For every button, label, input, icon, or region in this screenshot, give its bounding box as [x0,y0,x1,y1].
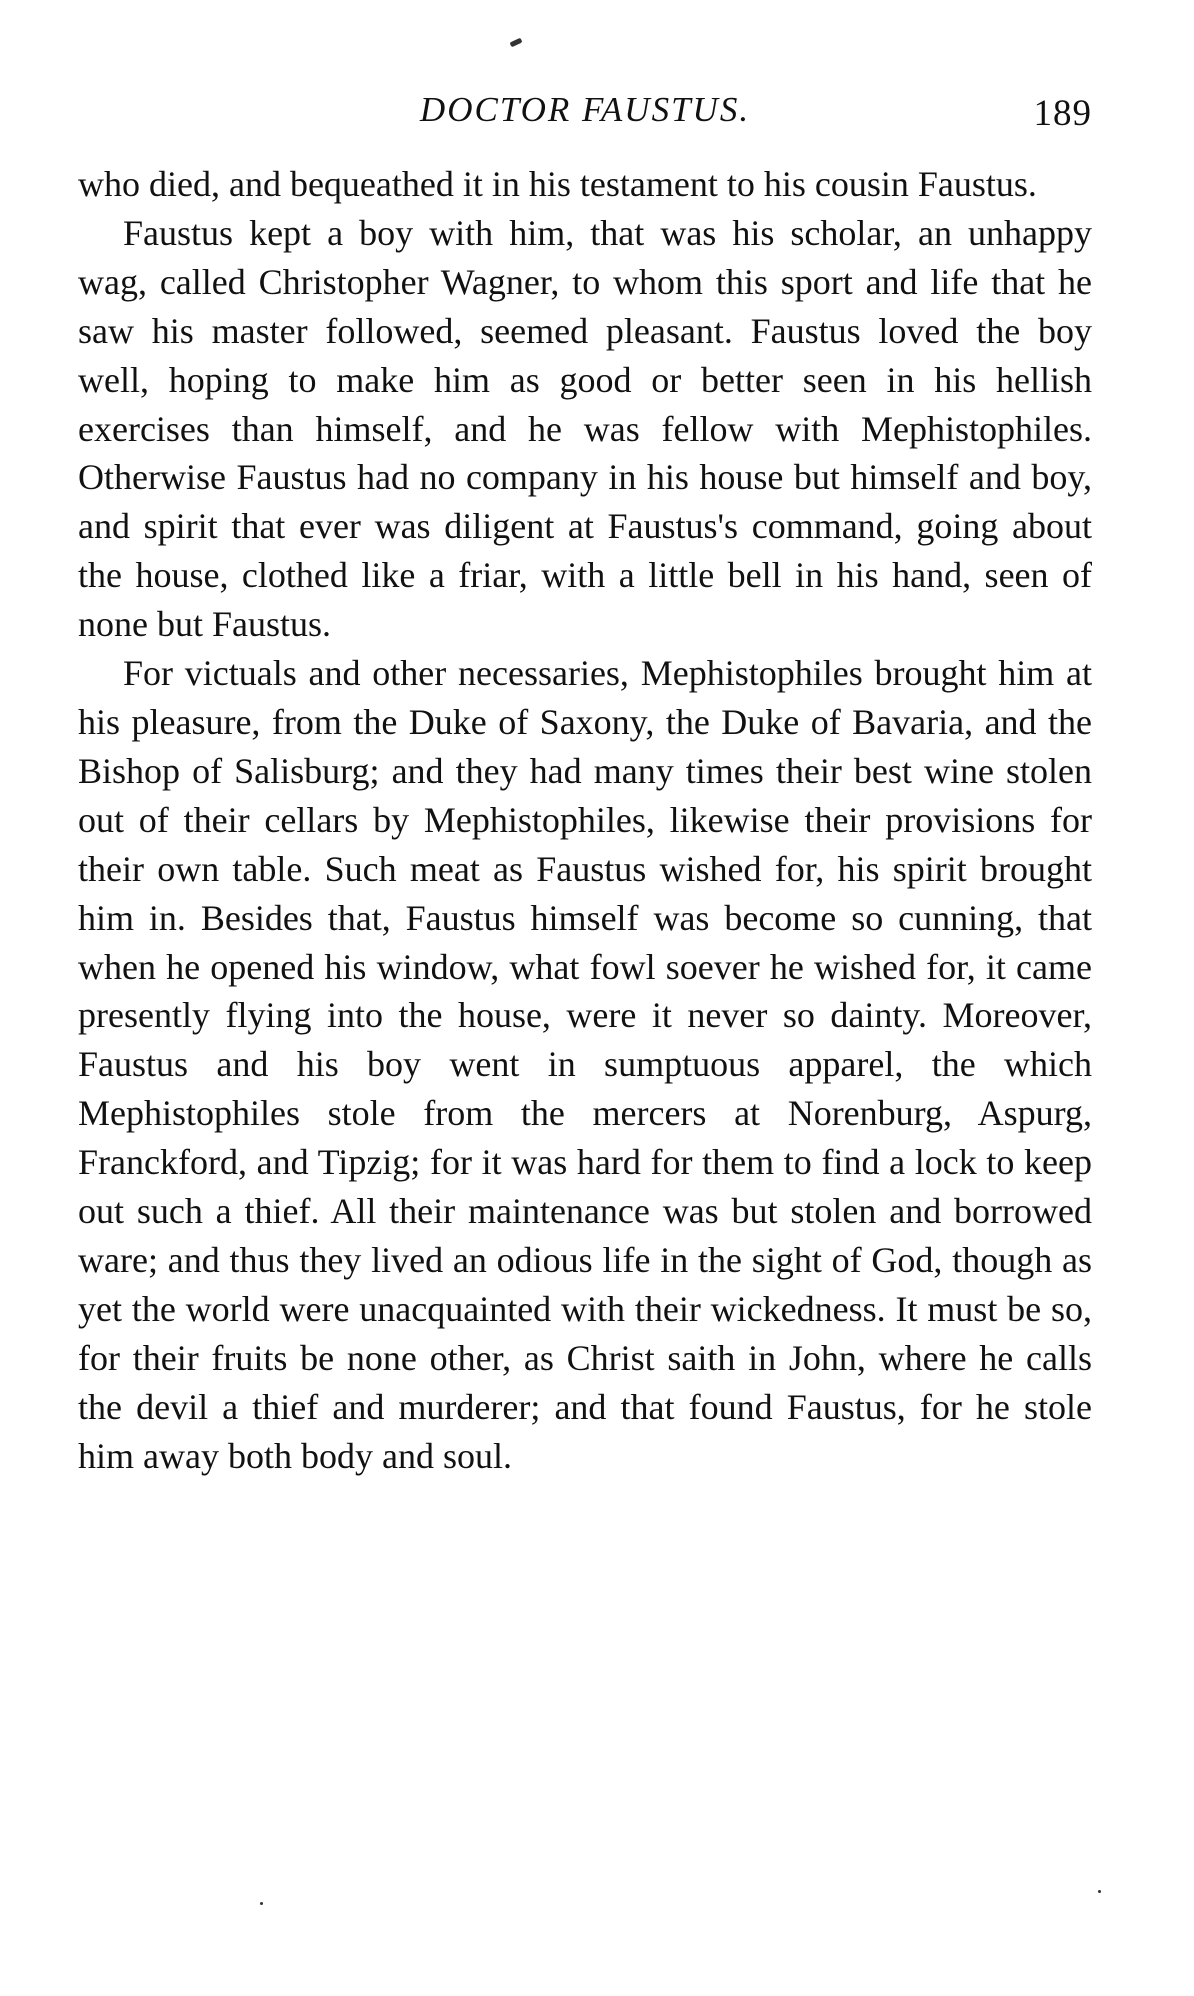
ink-speck-top [510,38,523,48]
paragraph-victuals: For victuals and other necessaries, Mephistophiles brought him at his pleasure, from the Duke of Saxony, the Duke of Bavaria, and the Bishop of Salisburg; and they had many times their best wine stolen out of their cellars by Mephistophiles, likewise their provisions for their own table. Such meat as Faustus wished for, his spirit brought him in. Besides that, Faustus himself was become so cunning, that when he opened his window, what fowl soever he wished for, it came presently flying into the house, were it never so dainty. Moreover, Faustus and his boy went in sumptuous apparel, the which Mephistophiles stole from the mercers at Norenburg, Aspurg, Franckford, and Tipzig; for it was hard for them to find a lock to keep out such a thief. All their maintenance was but stolen and borrowed ware; and thus they lived an odious life in the sight of God, though as yet the world were unacquainted with their wickedness. It must be so, for their fruits be none other, as Christ saith in John, where he calls the devil a thief and murderer; and that found Faustus, for he stole him away both body and soul. [78,653,1092,1476]
running-title: DOCTOR FAUSTUS. [419,90,751,129]
page-header [78,90,1092,134]
body-text [78,160,1092,1480]
paragraph-wagner: Faustus kept a boy with him, that was his scholar, an unhappy wag, called Christopher Wagner, to whom this sport and life that he saw his master followed, seemed pleasant. Faustus loved the boy well, hoping to make him as good or better seen in his hellish exercises than himself, and he was fellow with Mephistophiles. Otherwise Faustus had no company in his house but himself and boy, and spirit that ever was diligent at Faustus's command, going about the house, clothed like a friar, with a little bell in his hand, seen of none but Faustus. [78,212,1092,645]
page-number: 189 [1033,93,1092,134]
ink-speck-bottom-left [260,1902,263,1905]
ink-speck-bottom-right [1098,1890,1101,1893]
paragraph-continuation: who died, and bequeathed it in his testament to his cousin Faustus. [78,164,1037,204]
